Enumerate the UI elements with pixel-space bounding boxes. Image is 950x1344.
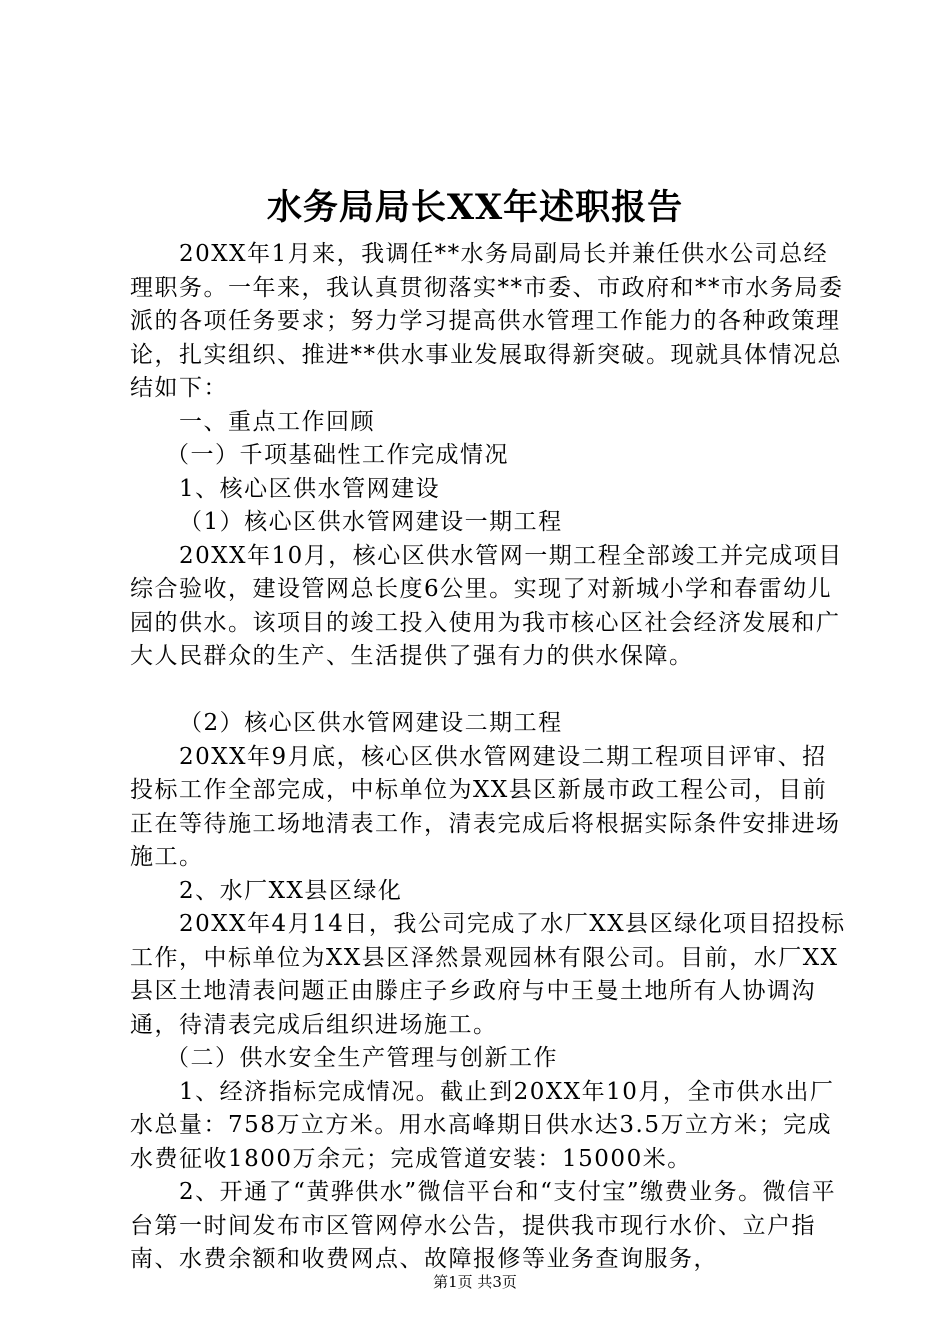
heading-section-1: 一、重点工作回顾	[179, 408, 375, 435]
blank-line	[130, 674, 850, 708]
heading-item-1: 1、核心区供水管网建设	[179, 475, 441, 502]
heading-phase-1: （1）核心区供水管网建设一期工程	[179, 509, 563, 535]
heading-subsection-1: （一）千项基础性工作完成情况	[166, 442, 509, 468]
heading-item-2: 2、水厂XX县区绿化	[179, 877, 403, 904]
heading-phase-2: （2）核心区供水管网建设二期工程	[179, 710, 563, 736]
paragraph-economic-indicators: 1、经济指标完成情况。截止到20XX年10月，全市供水出厂水总量：758万立方米。用水高峰期日供水达3.5万立方米；完成水费征收1800万余元；完成管道安装：15000米。	[130, 1078, 835, 1172]
document-title: 水务局局长XX年述职报告	[266, 187, 684, 228]
paragraph-intro: 20XX年1月来，我调任**水务局副局长并兼任供水公司总经理职务。一年来，我认真贯彻落实**市委、市政府和**市水务局委派的各项任务要求；努力学习提高供水管理工作能力的各种政策理论，扎实组织、推进**供水事业发展取得新突破。现就具体情况总结如下：	[130, 241, 844, 401]
paragraph-greening: 20XX年4月14日，我公司完成了水厂XX县区绿化项目招投标工作，中标单位为XX县区泽然景观园林有限公司。目前，水厂XX县区土地清表问题正由滕庄子乡政府与中王曼土地所有人协调沟通，待清表完成后组织进场施工。	[130, 911, 846, 1038]
page-number-footer: 第1页 共3页	[433, 1273, 517, 1291]
paragraph-phase-2: 20XX年9月底，核心区供水管网建设二期工程项目评审、招投标工作全部完成，中标单位为XX县区新晟市政工程公司，目前正在等待施工场地清表工作，清表完成后将根据实际条件安排进场施工。	[130, 743, 841, 870]
document-body	[130, 238, 850, 1277]
paragraph-phase-1: 20XX年10月，核心区供水管网一期工程全部竣工并完成项目综合验收，建设管网总长度6公里。实现了对新城小学和春雷幼儿园的供水。该项目的竣工投入使用为我市核心区社会经济发展和广大人民群众的生产、生活提供了强有力的供水保障。	[130, 542, 843, 669]
paragraph-wechat-platform: 2、开通了“黄骅供水”微信平台和“支付宝”缴费业务。微信平台第一时间发布市区管网停水公告，提供我市现行水价、立户指南、水费余额和收费网点、故障报修等业务查询服务，	[130, 1179, 837, 1272]
heading-subsection-2: （二）供水安全生产管理与创新工作	[166, 1045, 558, 1071]
